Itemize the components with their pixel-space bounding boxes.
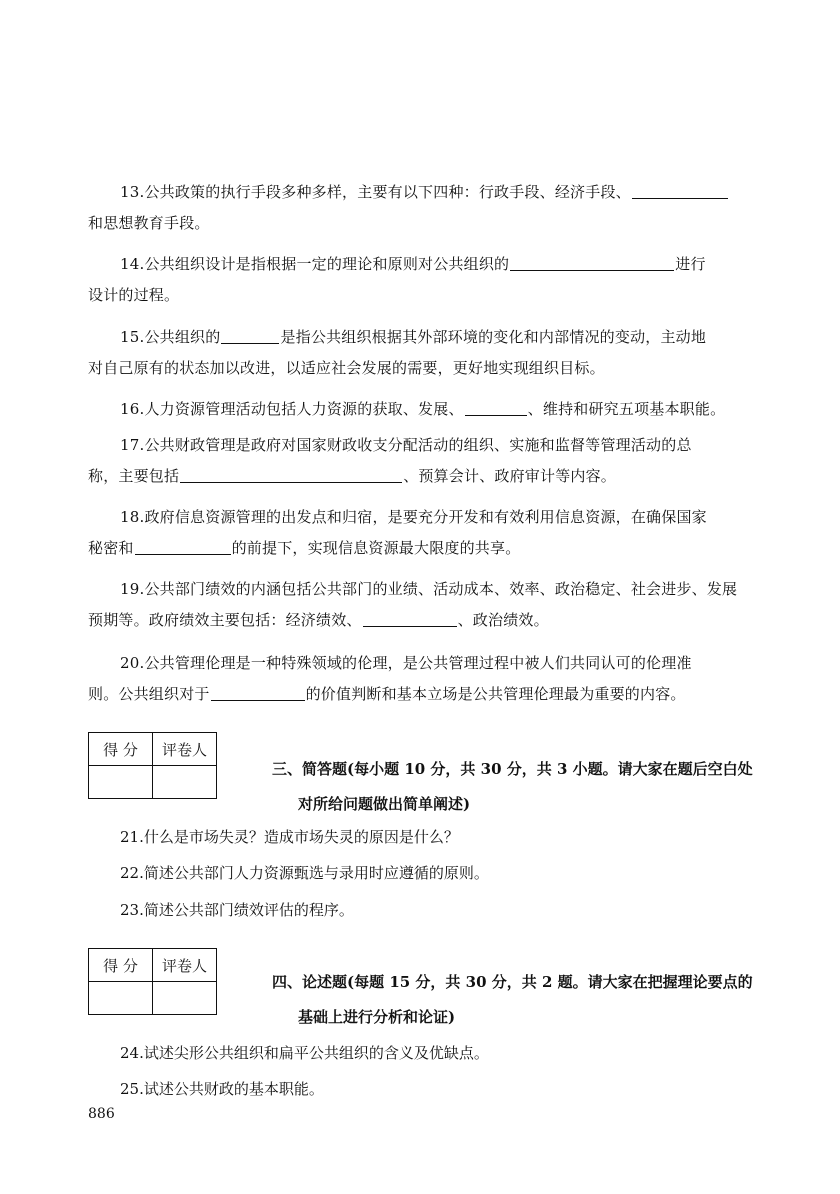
grader-cell[interactable] xyxy=(153,982,217,1015)
q18-text-1: 18.政府信息资源管理的出发点和归宿，是要充分开发和有效利用信息资源，在确保国家 xyxy=(120,508,707,526)
question-19 xyxy=(88,574,760,636)
grader-cell[interactable] xyxy=(153,766,217,799)
section3-title-line2: 对所给问题做出简单阐述) xyxy=(298,795,471,813)
q17-text-post: 、预算会计、政府审计等内容。 xyxy=(403,467,617,485)
q16-text-post: 、维持和研究五项基本职能。 xyxy=(527,400,726,418)
answer-blank[interactable] xyxy=(465,400,527,416)
answer-blank[interactable] xyxy=(632,183,728,199)
question-14 xyxy=(88,249,760,311)
q15-text-2: 对自己原有的状态加以改进，以适应社会发展的需要，更好地实现组织目标。 xyxy=(88,359,605,377)
section4-title-line2: 基础上进行分析和论证) xyxy=(298,1008,456,1026)
question-20 xyxy=(88,648,760,710)
q14-text-post: 进行 xyxy=(675,255,706,273)
question-16 xyxy=(88,394,760,425)
answer-blank[interactable] xyxy=(180,467,402,483)
question-18 xyxy=(88,502,760,564)
answer-blank[interactable] xyxy=(135,539,231,555)
score-table-section4 xyxy=(88,948,217,1015)
score-header: 得 分 xyxy=(89,949,153,982)
question-15 xyxy=(88,322,760,384)
question-22: 22.简述公共部门人力资源甄选与录用时应遵循的原则。 xyxy=(120,864,489,882)
answer-blank[interactable] xyxy=(211,685,305,701)
score-cell[interactable] xyxy=(89,766,153,799)
q19-text-pre: 预期等。政府绩效主要包括：经济绩效、 xyxy=(88,611,362,629)
q17-text-1: 17.公共财政管理是政府对国家财政收支分配活动的组织、实施和监督等管理活动的总 xyxy=(120,436,692,454)
q15-text-post: 是指公共组织根据其外部环境的变化和内部情况的变动，主动地 xyxy=(280,328,707,346)
score-cell[interactable] xyxy=(89,982,153,1015)
q17-text-pre: 称，主要包括 xyxy=(88,467,180,485)
answer-blank[interactable] xyxy=(221,328,279,344)
q14-text-2: 设计的过程。 xyxy=(88,286,180,304)
section4-title-line1: 四、论述题(每题 15 分，共 30 分，共 2 题。请大家在把握理论要点的 xyxy=(272,973,753,991)
page-number: 886 xyxy=(88,1106,115,1122)
q13-text-2: 和思想教育手段。 xyxy=(88,214,210,232)
q19-text-1: 19.公共部门绩效的内涵包括公共部门的业绩、活动成本、效率、政治稳定、社会进步、发展 xyxy=(120,580,738,598)
q15-text-pre: 15.公共组织的 xyxy=(120,328,221,346)
q14-text-pre: 14.公共组织设计是指根据一定的理论和原则对公共组织的 xyxy=(120,255,510,273)
score-table-section3 xyxy=(88,732,217,799)
question-21: 21.什么是市场失灵？造成市场失灵的原因是什么？ xyxy=(120,828,459,846)
q19-text-post: 、政治绩效。 xyxy=(457,611,549,629)
q16-text-pre: 16.人力资源管理活动包括人力资源的获取、发展、 xyxy=(120,400,464,418)
section3-title-line1: 三、简答题(每小题 10 分，共 30 分，共 3 小题。请大家在题后空白处 xyxy=(272,760,753,778)
q18-text-pre: 秘密和 xyxy=(88,539,134,557)
answer-blank[interactable] xyxy=(510,255,674,271)
question-17 xyxy=(88,430,760,492)
grader-header: 评卷人 xyxy=(153,949,217,982)
question-24: 24.试述尖形公共组织和扁平公共组织的含义及优缺点。 xyxy=(120,1044,489,1062)
q20-text-pre: 则。公共组织对于 xyxy=(88,685,210,703)
grader-header: 评卷人 xyxy=(153,733,217,766)
question-25: 25.试述公共财政的基本职能。 xyxy=(120,1080,324,1098)
q20-text-post: 的价值判断和基本立场是公共管理伦理最为重要的内容。 xyxy=(305,685,686,703)
q20-text-1: 20.公共管理伦理是一种特殊领域的伦理，是公共管理过程中被人们共同认可的伦理准 xyxy=(120,654,692,672)
score-header: 得 分 xyxy=(89,733,153,766)
question-23: 23.简述公共部门绩效评估的程序。 xyxy=(120,901,354,919)
q18-text-post: 的前提下，实现信息资源最大限度的共享。 xyxy=(231,539,521,557)
question-13 xyxy=(88,177,760,239)
q13-text-1: 13.公共政策的执行手段多种多样，主要有以下四种：行政手段、经济手段、 xyxy=(120,183,631,201)
answer-blank[interactable] xyxy=(363,611,457,627)
